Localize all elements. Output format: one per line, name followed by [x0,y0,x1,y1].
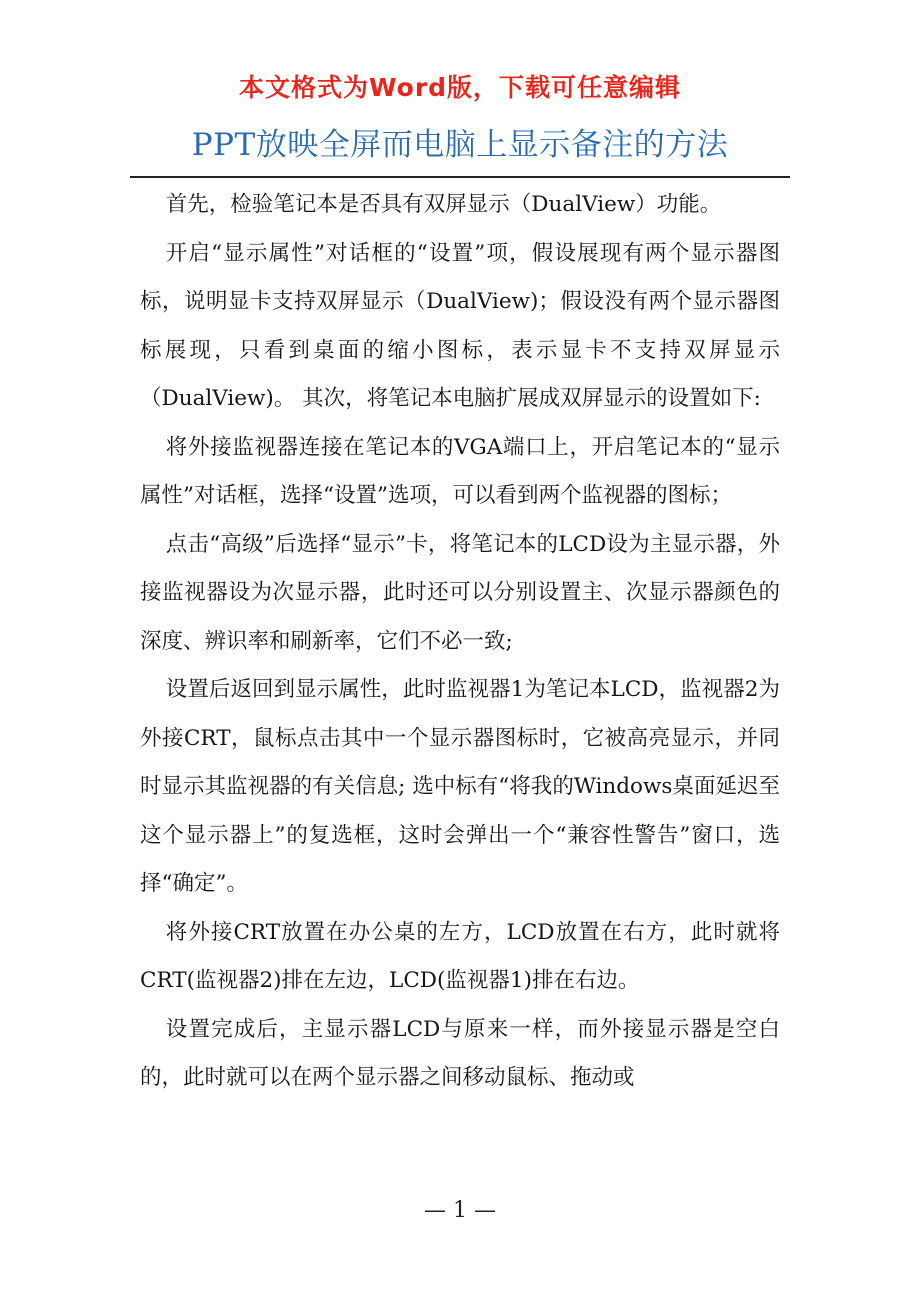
paragraph: 点击“高级”后选择“显示”卡，将笔记本的LCD设为主显示器，外接监视器设为次显示器，此时还可以分别设置主、次显示器颜色的深度、辨识率和刷新率，它们不必一致; [140,531,780,654]
paragraph: 首先，检验笔记本是否具有双屏显示（DualView）功能。 [165,192,722,217]
paragraph: 将外接CRT放置在办公桌的左方，LCD放置在右方，此时就将CRT(监视器2)排在左边，LCD(监视器1)排在右边。 [140,919,780,993]
format-notice: 本文格式为Word版，下载可任意编辑 [238,73,682,102]
paragraph: 将外接监视器连接在笔记本的VGA端口上，开启笔记本的“显示属性”对话框，选择“设置”选项，可以看到两个监视器的图标； [140,434,780,508]
paragraph: 设置完成后，主显示器LCD与原来一样，而外接显示器是空白的，此时就可以在两个显示器之间移动鼠标、拖动或 [140,1016,780,1090]
paragraph: 设置后返回到显示属性，此时监视器1为笔记本LCD，监视器2为外接CRT，鼠标点击其中一个显示器图标时，它被高亮显示，并同时显示其监视器的有关信息; 选中标有“将我的Windows桌面延迟至这个显示器上”的复选框，这时会弹出一个“兼容性警告”窗口，选择“确定”。 [140,677,780,896]
document-body [140,181,780,1103]
page-number: — 1 — [424,1198,496,1223]
document-title: PPT放映全屏而电脑上显示备注的方法 [191,127,729,163]
paragraph: 开启“显示属性”对话框的“设置”项，假设展现有两个显示器图标，说明显卡支持双屏显示（DualView)；假设没有两个显示器图标展现，只看到桌面的缩小图标，表示显卡不支持双屏显示（DualView)。 其次，将笔记本电脑扩展成双屏显示的设置如下: [140,240,780,411]
title-divider [130,176,790,178]
